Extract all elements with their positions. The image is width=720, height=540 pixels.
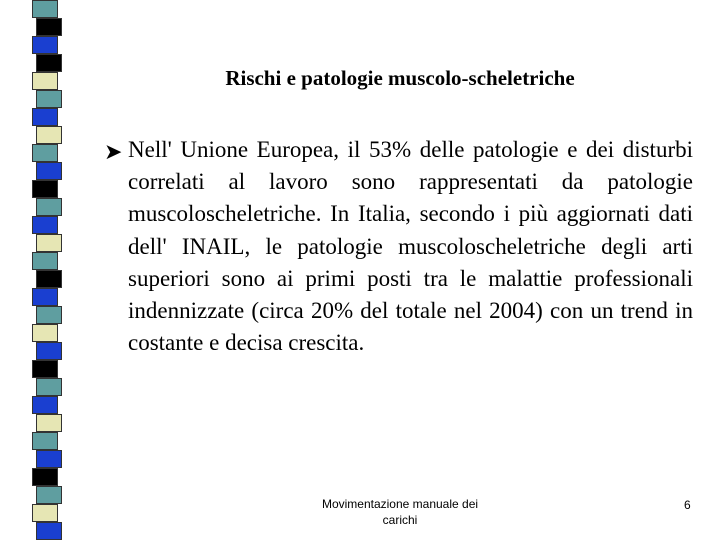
decorative-stripe-block [32, 36, 58, 54]
footer-caption [300, 496, 500, 528]
decorative-stripe-block [36, 378, 62, 396]
decorative-stripe-block [32, 72, 58, 90]
decorative-stripe-block [36, 54, 62, 72]
decorative-stripe-block [36, 270, 62, 288]
decorative-stripe-block [32, 144, 58, 162]
footer-caption-line1: Movimentazione manuale dei [321, 497, 479, 511]
decorative-stripe-block [32, 396, 58, 414]
decorative-block-stripe [0, 0, 68, 540]
decorative-stripe-block [36, 198, 62, 216]
decorative-stripe-block [36, 18, 62, 36]
decorative-stripe-block [36, 162, 62, 180]
decorative-stripe-block [36, 450, 62, 468]
decorative-stripe-block [36, 90, 62, 108]
decorative-stripe-block [32, 180, 58, 198]
decorative-stripe-block [36, 342, 62, 360]
decorative-stripe-block [36, 414, 62, 432]
decorative-stripe-block [32, 504, 58, 522]
decorative-stripe-block [32, 324, 58, 342]
decorative-stripe-block [32, 0, 58, 18]
decorative-stripe-block [36, 126, 62, 144]
decorative-stripe-block [36, 306, 62, 324]
bullet-paragraph: Nell' Unione Europea, il 53% delle patologie e dei disturbi correlati al lavoro sono rappresentati da patologie muscoloscheletriche. In Italia, secondo i più aggiornati dati dell' INAIL, le patologie muscoloscheletriche degli arti superiori sono ai primi posti tra le malattie professionali indennizzate (circa 20% del totale nel 2004) con un trend in costante e decisa crescita. [128, 137, 693, 356]
slide-title: Rischi e patologie muscolo-scheletriche [225, 66, 575, 90]
decorative-stripe-block [36, 234, 62, 252]
decorative-stripe-block [32, 108, 58, 126]
arrowhead-bullet-icon: ➤ [104, 140, 123, 165]
decorative-stripe-block [32, 216, 58, 234]
decorative-stripe-block [36, 486, 62, 504]
page-number: 6 [684, 498, 691, 512]
decorative-stripe-block [32, 360, 58, 378]
decorative-stripe-block [32, 432, 58, 450]
decorative-stripe-block [32, 252, 58, 270]
footer-caption-line2: carichi [382, 513, 418, 527]
decorative-stripe-block [32, 288, 58, 306]
decorative-stripe-block [36, 522, 62, 540]
decorative-stripe-block [32, 468, 58, 486]
